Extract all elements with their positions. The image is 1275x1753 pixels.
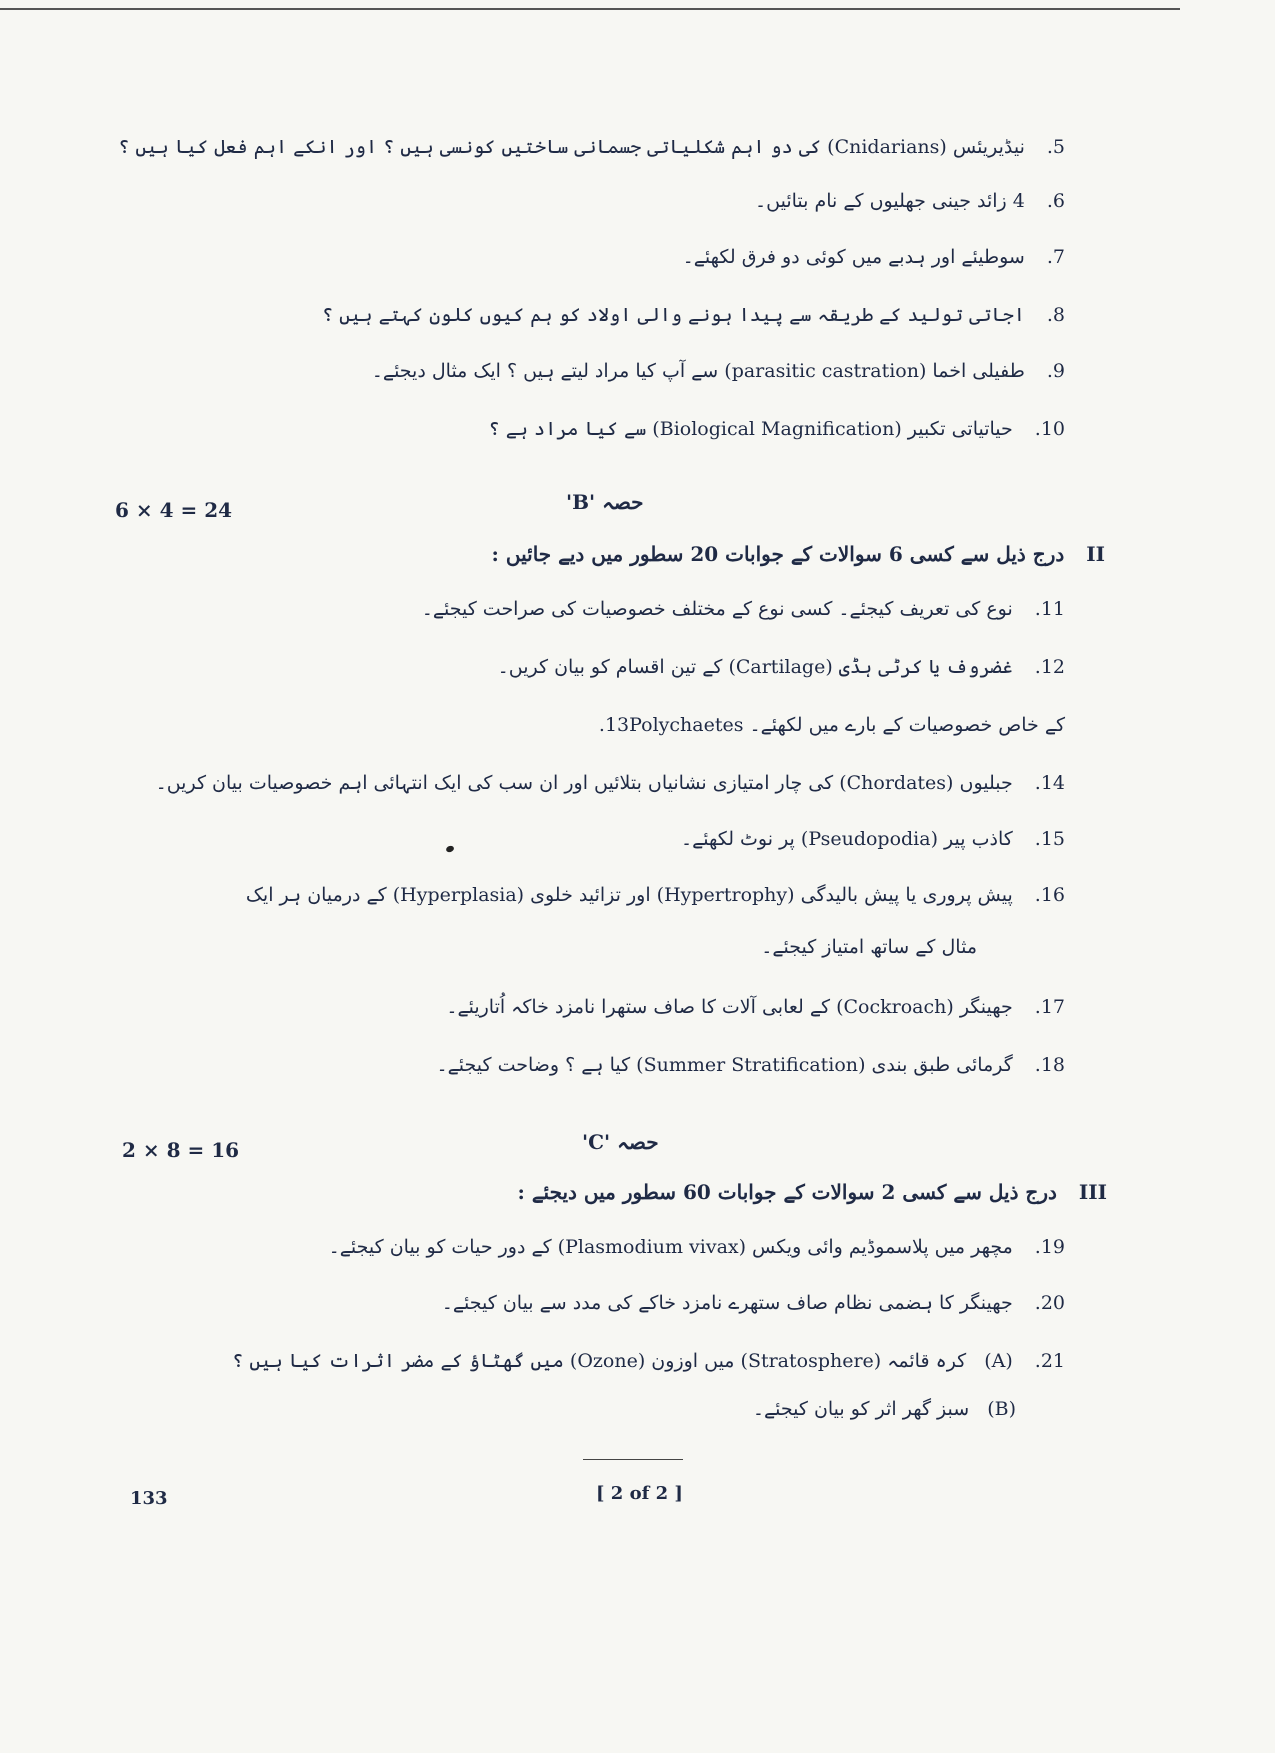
question-text: کاذب پیر (Pseudopodia) پر نوٹ لکھئے۔ [680,828,1013,850]
question-number: .20 [1034,1292,1065,1314]
question-text: نیڈیریئس (Cnidarians) کی دو اہم شکلیاتی جسمانی ساختیں کونسی ہیں ؟ اور انکے اہم فعل کیا ہیں ؟ [118,136,1025,158]
question-20 [442,1292,1065,1314]
question-9 [372,360,1065,382]
question-number: .10 [1034,418,1065,440]
question-text: Polychaetes کے خاص خصوصیات کے بارے میں لکھئے۔ [629,714,1065,736]
question-number: .12 [1034,656,1065,678]
question-text: جھینگر (Cockroach) کے لعابی آلات کا صاف ستھرا نامزد خاکہ اُتاریئے۔ [446,996,1013,1018]
question-text: جھینگر کا ہضمی نظام صاف ستھرے نامزد خاکے کی مدد سے بیان کیجئے۔ [441,1292,1013,1314]
question-15 [681,828,1065,850]
question-number: .5 [1046,136,1065,158]
question-14 [156,772,1065,794]
question-text: سبز گھر اثر کو بیان کیجئے۔ [752,1398,970,1420]
question-text: طفیلی اخما (parasitic castration) سے آپ کیا مراد لیتے ہیں ؟ ایک مثال دیجئے۔ [371,360,1025,382]
question-text: گرمائی طبق بندی (Summer Stratification) کیا ہے ؟ وضاحت کیجئے۔ [436,1054,1013,1076]
question-6 [755,190,1065,212]
question-text: کرہ قائمہ (Stratosphere) میں اوزون (Ozone) میں گھٹاؤ کے مضر اثرات کیا ہیں ؟ [232,1350,967,1372]
roman-numeral: II [1086,542,1105,566]
page-number: [ 2 of 2 ] [596,1483,683,1504]
question-11 [422,598,1065,620]
question-8 [322,304,1065,326]
question-number: .9 [1046,360,1065,382]
roman-numeral: III [1078,1180,1107,1204]
question-number: .19 [1034,1236,1065,1258]
question-5 [118,136,1065,158]
question-19 [329,1236,1065,1258]
question-text: نوع کی تعریف کیجئے۔ کسی نوع کے مختلف خصوصیات کی صراحت کیجئے۔ [421,598,1013,620]
section-c-marks: 2 × 8 = 16 [122,1138,240,1162]
question-number: .18 [1034,1054,1065,1076]
top-rule [0,8,1180,10]
section-c-instruction [517,1180,1107,1204]
question-18 [437,1054,1065,1076]
instruction-text: درج ذیل سے کسی 2 سوالات کے جوابات 60 سطور میں دیجئے : [517,1180,1057,1204]
question-12 [498,656,1065,678]
question-number: .14 [1034,772,1065,794]
paper-code: 133 [130,1488,168,1509]
question-21-a [232,1350,1065,1372]
question-text: غضروف یا کرٹی ہڈی (Cartilage) کے تین اقسام کو بیان کریں۔ [497,656,1013,678]
question-10 [489,418,1065,440]
question-16-continuation: مثال کے ساتھ امتیاز کیجئے۔ [761,936,977,958]
question-16 [246,884,1065,906]
question-text: 4 زائد جینی جھلیوں کے نام بتائیں۔ [755,190,1025,212]
footer-rule [583,1459,683,1460]
question-number: .11 [1034,598,1065,620]
section-b-title: حصہ 'B' [566,490,644,514]
question-17 [446,996,1065,1018]
question-number: .15 [1034,828,1065,850]
instruction-text: درج ذیل سے کسی 6 سوالات کے جوابات 20 سطور میں دیے جائیں : [491,542,1065,566]
question-number: .13 [598,714,630,736]
question-21-b [753,1398,1016,1420]
question-number: .8 [1046,304,1065,326]
question-text: جبلیوں (Chordates) کی چار امتیازی نشانیاں بتلائیں اور ان سب کی ایک انتہائی اہم خصوصیات بیان کریں۔ [155,772,1013,794]
section-b-marks: 6 × 4 = 24 [115,498,233,522]
question-text: اجاتی تولید کے طریقہ سے پیدا ہونے والی اولاد کو ہم کیوں کلون کہتے ہیں ؟ [321,304,1025,326]
question-number: .21 [1034,1350,1065,1372]
question-number: .7 [1046,246,1065,268]
question-text: سوطیئے اور ہدبے میں کوئی دو فرق لکھئے۔ [682,246,1025,268]
question-number: .6 [1046,190,1065,212]
sub-label: (B) [987,1398,1016,1420]
question-13 [577,714,1065,736]
question-text: پیش پروری یا پیش بالیدگی (Hypertrophy) اور تزائید خلوی (Hyperplasia) کے درمیان ہر ایک [245,884,1013,906]
question-text: حیاتیاتی تکبیر (Biological Magnification) سے کیا مراد ہے ؟ [488,418,1013,440]
question-number: .17 [1034,996,1065,1018]
sub-label: (A) [984,1350,1013,1372]
question-7 [683,246,1065,268]
section-c-title: حصہ 'C' [582,1130,659,1154]
question-number: .16 [1034,884,1065,906]
question-text: مچھر میں پلاسموڈیم وائی ویکس (Plasmodium vivax) کے دور حیات کو بیان کیجئے۔ [328,1236,1013,1258]
ink-mark [445,845,455,853]
section-b-instruction [492,542,1105,566]
